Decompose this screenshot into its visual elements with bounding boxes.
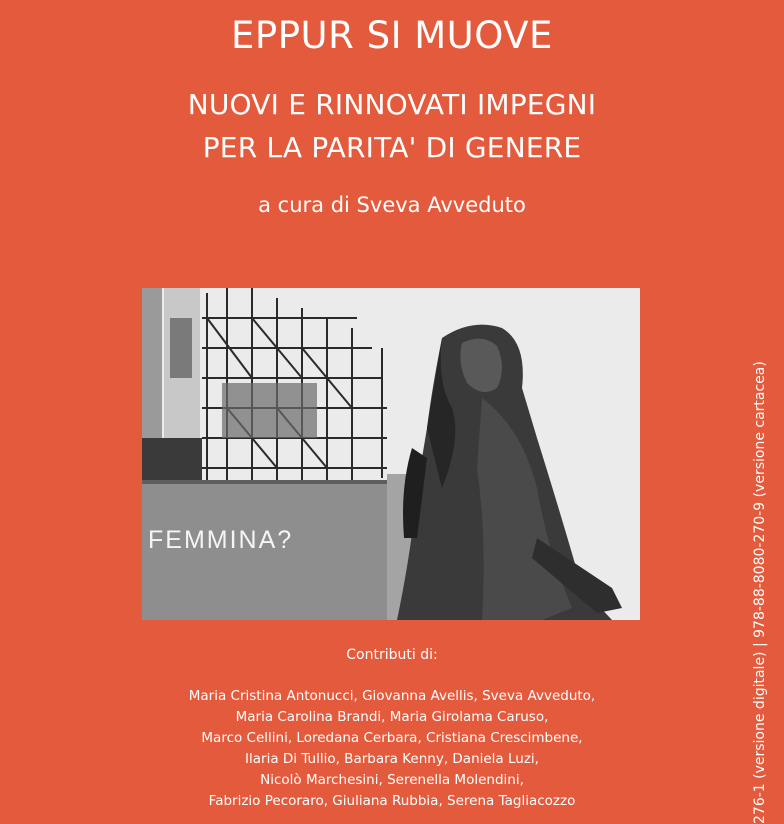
contributors-line: Maria Cristina Antonucci, Giovanna Avellis, Sveva Avveduto, bbox=[188, 688, 596, 704]
contributors-line: Nicolò Marchesini, Serenella Molendini, bbox=[260, 772, 524, 788]
cover-title: EPPUR SI MUOVE bbox=[231, 14, 553, 57]
contributors-line: Maria Carolina Brandi, Maria Girolama Caruso, bbox=[235, 709, 549, 725]
cover-photo bbox=[142, 288, 640, 620]
contributors-line: Ilaria Di Tullio, Barbara Kenny, Daniela Luzi, bbox=[245, 751, 539, 767]
photo-graffiti-text: FEMMINA? bbox=[148, 526, 294, 554]
contributors-list bbox=[0, 686, 784, 812]
contributors-line: Marco Cellini, Loredana Cerbara, Cristiana Crescimbene, bbox=[201, 730, 583, 746]
isbn-spine-text: 276-1 (versione digitale) | 978-88-8080-270-9 (versione cartacea) bbox=[752, 361, 768, 824]
cover-subtitle-line2: PER LA PARITA' DI GENERE bbox=[202, 131, 582, 164]
statue-photo-illustration bbox=[142, 288, 640, 620]
cover-editor: a cura di Sveva Avveduto bbox=[258, 193, 526, 217]
cover-subtitle-line1: NUOVI E RINNOVATI IMPEGNI bbox=[187, 88, 597, 121]
contributors-line: Fabrizio Pecoraro, Giuliana Rubbia, Serena Tagliacozzo bbox=[208, 793, 576, 809]
contributors-label: Contributi di: bbox=[346, 647, 438, 663]
